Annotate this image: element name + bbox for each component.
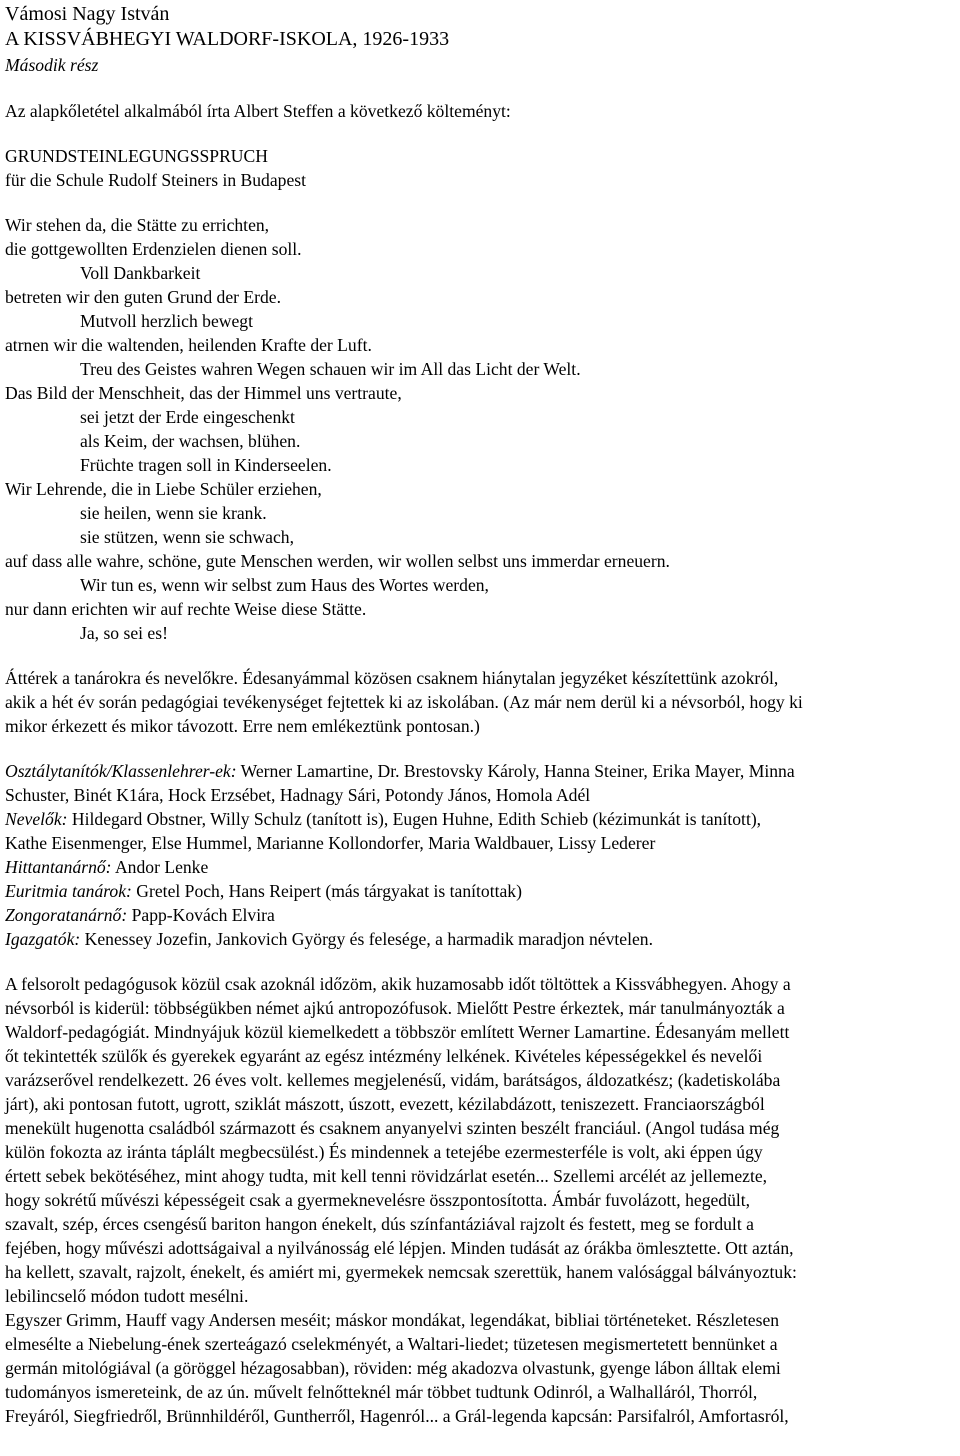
- author-name: Vámosi Nagy István: [5, 3, 170, 25]
- text-line: hogy sokrétű művészi képességeit csak a gyermeknevelésre összpontosította. Ámbár fuvolázott, hegedült,: [5, 1190, 751, 1210]
- poem-line: Das Bild der Menschheit, das der Himmel uns vertraute,: [5, 383, 402, 403]
- text-line: menekült hugenotta családból származott és csaknem anyanyelvi szinten beszélt franciául. (Angol tudása még: [5, 1118, 780, 1138]
- poem-subheading: für die Schule Rudolf Steiners in Budapest: [5, 170, 307, 190]
- poem-line: sie heilen, wenn sie krank.: [80, 503, 267, 523]
- text-line: szavalt, szép, érces csengésű bariton hangon énekelt, dús színfantáziával rajzolt és festett, meg se fordult a: [5, 1214, 754, 1234]
- transition-paragraph: [5, 666, 956, 738]
- poem-intro: Az alapkőletétel alkalmából írta Albert Steffen a következő költeményt:: [5, 101, 511, 121]
- poem-line: Früchte tragen soll in Kinderseelen.: [80, 455, 332, 475]
- text-line: Egyszer Grimm, Hauff vagy Andersen meséit; máskor mondákat, legendákat, bibliai történeteket. Részletesen: [5, 1310, 780, 1330]
- staff-line: [5, 903, 956, 927]
- staff-names: Kenessey Jozefin, Jankovich György és felesége, a harmadik maradjon névtelen.: [80, 929, 653, 949]
- staff-role: Zongoratanárnő:: [5, 905, 128, 925]
- staff-names: Andor Lenke: [111, 857, 209, 877]
- text-line: névsorból is kiderül: többségükben német ajkú antropozófusok. Mielőtt Pestre érkeztek, már tanulmányozták a: [5, 998, 785, 1018]
- spacer: [5, 192, 956, 213]
- staff-role: Osztálytanítók/Klassenlehrer-ek:: [5, 761, 237, 781]
- staff-names: Schuster, Binét K1ára, Hock Erzsébet, Hadnagy Sári, Potondy János, Homola Adél: [5, 785, 591, 805]
- text-line: A felsorolt pedagógusok közül csak azoknál időzöm, akik huzamosabb időt töltöttek a Kissvábhegyen. Ahogy a: [5, 974, 791, 994]
- text-line: mikor érkezett és mikor távozott. Erre nem emlékeztünk pontosan.): [5, 716, 480, 736]
- text-line: őt tekintették szülők és gyerekek egyaránt az egész intézmény lelkének. Kivételes képességekkel és nevelői: [5, 1046, 763, 1066]
- staff-line: [5, 927, 956, 951]
- spacer: [5, 738, 956, 759]
- spacer: [5, 645, 956, 666]
- part-subtitle: Második rész: [5, 55, 99, 75]
- text-line: elmesélte a Niebelung-ének szerteágazó cselekményét, a Waltari-liedet; tüzetesen megismertetett bennünket a: [5, 1334, 778, 1354]
- poem-line: Mutvoll herzlich bewegt: [80, 311, 253, 331]
- poem-line: sei jetzt der Erde eingeschenkt: [80, 407, 295, 427]
- text-line: tudományos ismereteink, de az ún. művelt felnőtteknél már többet tudtunk Odinról, a Walhalláról, Thorról,: [5, 1382, 758, 1402]
- text-line: Áttérek a tanárokra és nevelőkre. Édesanyámmal közösen csaknem hiánytalan jegyzéket készítettünk azokról,: [5, 668, 779, 688]
- poem-line: Voll Dankbarkeit: [80, 263, 201, 283]
- poem-heading: GRUNDSTEINLEGUNGSSPRUCH: [5, 146, 268, 166]
- body-paragraph: [5, 972, 956, 1308]
- text-line: fejében, hogy művészi adottságaival a nyilvánosság elé lépjen. Minden tudását az órákba ömlesztette. Ott aztán,: [5, 1238, 794, 1258]
- text-line: germán mitológiával (a göröggel hézagosabban), röviden: még akadozva olvastunk, gyenge lábon álltak elemi: [5, 1358, 781, 1378]
- poem: [5, 144, 956, 645]
- body-paragraph: [5, 1308, 956, 1428]
- poem-line: sie stützen, wenn sie schwach,: [80, 527, 294, 547]
- text-line: Freyáról, Siegfriedről, Brünnhildéről, Guntherről, Hagenról... a Grál-legenda kapcsán: Parsifalról, Amfortasról,: [5, 1406, 789, 1426]
- staff-line: [5, 879, 956, 903]
- poem-line: Ja, so sei es!: [80, 623, 168, 643]
- text-line: Waldorf-pedagógiát. Mindnyájuk közül kiemelkedett a többször említett Werner Lamartine. Édesanyám mellett: [5, 1022, 790, 1042]
- staff-names: Hildegard Obstner, Willy Schulz (tanított is), Eugen Huhne, Edith Schieb (kézimunkát is tanított),: [67, 809, 762, 829]
- spacer: [5, 123, 956, 144]
- spacer: [5, 951, 956, 972]
- staff-names: Werner Lamartine, Dr. Brestovsky Károly, Hanna Steiner, Erika Mayer, Minna: [236, 761, 795, 781]
- text-line: akik a hét év során pedagógiai tevékenységet fejtettek ki az iskolában. (Az már nem derül ki a névsorból, hogy ki: [5, 692, 803, 712]
- spacer: [5, 78, 956, 99]
- staff-list: [5, 759, 956, 951]
- text-line: külön fokozta az iránta táplált megbecsülést.) És mindennek a tetejébe ezermesterféle is volt, aki éppen úgy: [5, 1142, 763, 1162]
- staff-line: [5, 855, 956, 879]
- poem-line: Wir tun es, wenn wir selbst zum Haus des Wortes werden,: [80, 575, 489, 595]
- poem-line: auf dass alle wahre, schöne, gute Menschen werden, wir wollen selbst uns immerdar erneuern.: [5, 551, 670, 571]
- document-title: A KISSVÁBHEGYI WALDORF-ISKOLA, 1926-1933: [5, 28, 450, 50]
- staff-names: Papp-Kovách Elvira: [127, 905, 275, 925]
- poem-line: als Keim, der wachsen, blühen.: [80, 431, 301, 451]
- text-line: lebilincselő módon tudott mesélni.: [5, 1286, 249, 1306]
- text-line: ha kellett, szavalt, rajzolt, énekelt, és amiért mi, gyermekek nemcsak szerettük, hanem valósággal bálványoztuk:: [5, 1262, 797, 1282]
- staff-line: [5, 807, 956, 831]
- poem-line: atrnen wir die waltenden, heilenden Krafte der Luft.: [5, 335, 372, 355]
- text-line: járt), aki pontosan futott, ugrott, sziklát mászott, úszott, evezett, kézilabdázott, teniszezett. Franciaországból: [5, 1094, 765, 1114]
- poem-line: betreten wir den guten Grund der Erde.: [5, 287, 282, 307]
- poem-line: nur dann erichten wir auf rechte Weise diese Stätte.: [5, 599, 367, 619]
- staff-names: Kathe Eisenmenger, Else Hummel, Marianne Kollondorfer, Maria Waldbauer, Lissy Lederer: [5, 833, 656, 853]
- staff-line: [5, 783, 956, 807]
- staff-role: Igazgatók:: [5, 929, 81, 949]
- staff-role: Nevelők:: [5, 809, 68, 829]
- poem-line: die gottgewollten Erdenzielen dienen soll.: [5, 239, 302, 259]
- poem-line: Wir stehen da, die Stätte zu errichten,: [5, 215, 270, 235]
- staff-role: Hittantanárnő:: [5, 857, 112, 877]
- text-line: varázserővel rendelkezett. 26 éves volt. kellemes megjelenésű, vidám, barátságos, áldozatkész; (kadetiskolába: [5, 1070, 781, 1090]
- text-line: értett sebek bekötéséhez, mint ahogy tudta, mit kell tenni rövidzárlat esetén... Szellemi arcélét az jellemezte,: [5, 1166, 768, 1186]
- staff-line: [5, 831, 956, 855]
- poem-lines: [5, 213, 956, 645]
- poem-line: Wir Lehrende, die in Liebe Schüler erziehen,: [5, 479, 322, 499]
- staff-names: Gretel Poch, Hans Reipert (más tárgyakat is tanítottak): [131, 881, 522, 901]
- poem-line: Treu des Geistes wahren Wegen schauen wir im All das Licht der Welt.: [80, 359, 581, 379]
- staff-line: [5, 759, 956, 783]
- staff-role: Euritmia tanárok:: [5, 881, 132, 901]
